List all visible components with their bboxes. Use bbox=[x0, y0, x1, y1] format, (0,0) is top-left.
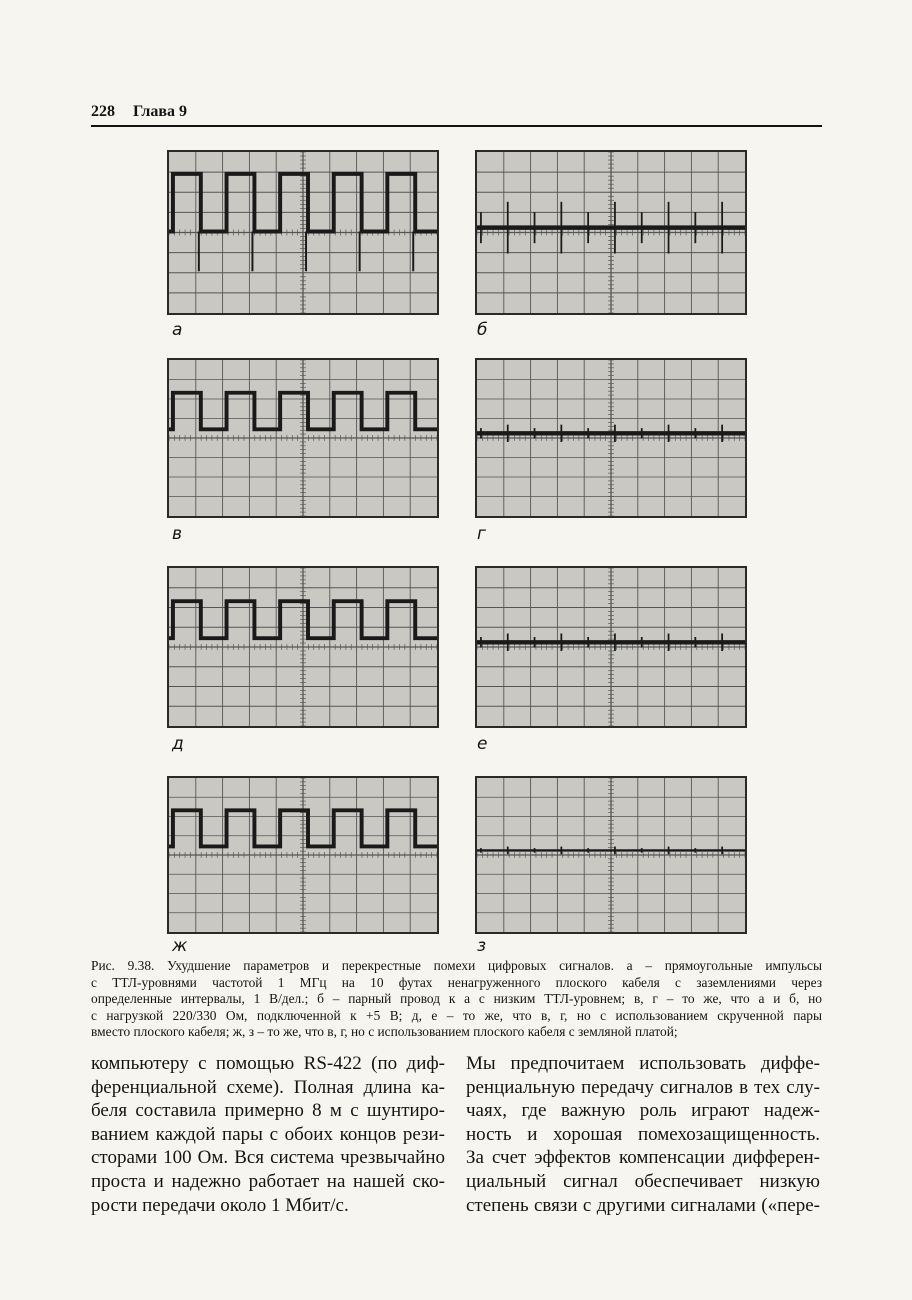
body-line: ность и хорошая помехозащищенность. bbox=[466, 1123, 820, 1145]
oscillogram-zh bbox=[167, 776, 439, 934]
graticule bbox=[169, 778, 437, 932]
oscillogram-b-svg bbox=[477, 152, 745, 313]
body-line: Мы предпочитаем использовать диффе- bbox=[466, 1053, 820, 1074]
body-line: циальный сигнал обеспечивает низкую bbox=[466, 1170, 820, 1192]
oscillogram-e bbox=[475, 566, 747, 728]
oscillogram-b bbox=[475, 150, 747, 315]
graticule bbox=[477, 360, 745, 516]
body-line: компьютеру с помощью RS-422 (по диф- bbox=[91, 1053, 445, 1074]
oscillogram-e-svg bbox=[477, 568, 745, 726]
body-line: беля составила примерно 8 м с шунтиро- bbox=[91, 1100, 445, 1122]
panel-label-b: б bbox=[477, 320, 488, 340]
panel-label-g: г bbox=[477, 524, 486, 544]
caption-line: вместо плоского кабеля; ж, з – то же, что в, г, но с использованием плоского кабеля с земляной платой; bbox=[91, 1024, 678, 1040]
oscillogram-v bbox=[167, 358, 439, 518]
oscillogram-d-svg bbox=[169, 568, 437, 726]
panel-label-z: з bbox=[477, 936, 487, 956]
panel-label-e: е bbox=[477, 734, 488, 754]
body-text-right bbox=[466, 1052, 820, 1217]
body-line: За счет эффектов компенсации дифферен- bbox=[466, 1147, 820, 1169]
page-number: 228 bbox=[91, 103, 115, 120]
oscillogram-zh-svg bbox=[169, 778, 437, 932]
caption-line: с ТТЛ-уровнями частотой 1 МГц на 10 футах ненагруженного плоского кабеля с заземлениями через bbox=[91, 974, 822, 990]
graticule bbox=[477, 778, 745, 932]
body-line: ванием каждой пары с обоих концов рези- bbox=[91, 1123, 445, 1145]
caption-line: с нагрузкой 220/330 Ом, подключенной к +5 В; д, е – то же, что в, г, но с использованием скрученной пары bbox=[91, 1007, 822, 1023]
body-line: ренциальную передачу сигналов в тех слу- bbox=[466, 1076, 820, 1098]
page-header bbox=[91, 103, 822, 127]
graticule bbox=[169, 360, 437, 516]
panel-label-d: д bbox=[172, 734, 184, 754]
panel-label-zh: ж bbox=[172, 936, 188, 956]
figure-caption bbox=[91, 958, 822, 1041]
graticule bbox=[477, 152, 745, 313]
graticule bbox=[477, 568, 745, 726]
body-line: ференциальной схеме). Полная длина ка- bbox=[91, 1076, 445, 1098]
body-line: чаях, где важную роль играют надеж- bbox=[466, 1100, 820, 1122]
body-line: проста и надежно работает на нашей ско- bbox=[91, 1170, 445, 1192]
caption-line: определенные интервалы, 1 В/дел.; б – парный провод к а с низким ТТЛ-уровнем; в, г – то же, что а и б, но bbox=[91, 991, 822, 1007]
oscillogram-a-svg bbox=[169, 152, 437, 313]
body-line: степень связи с другими сигналами («пере- bbox=[466, 1194, 820, 1216]
oscillogram-a bbox=[167, 150, 439, 315]
graticule bbox=[169, 568, 437, 726]
oscillogram-v-svg bbox=[169, 360, 437, 516]
panel-label-v: в bbox=[172, 524, 183, 544]
oscillogram-g bbox=[475, 358, 747, 518]
chapter-title: Глава 9 bbox=[133, 103, 187, 120]
caption-line: Рис. 9.38. Ухудшение параметров и перекрестные помехи цифровых сигналов. а – прямоугольные импульсы bbox=[91, 958, 822, 973]
oscillogram-g-svg bbox=[477, 360, 745, 516]
oscillogram-d bbox=[167, 566, 439, 728]
body-text-left bbox=[91, 1052, 445, 1217]
oscillogram-z bbox=[475, 776, 747, 934]
body-line: рости передачи около 1 Мбит/с. bbox=[91, 1194, 349, 1216]
panel-label-a: а bbox=[172, 320, 183, 340]
oscillogram-z-svg bbox=[477, 778, 745, 932]
body-line: сторами 100 Ом. Вся система чрезвычайно bbox=[91, 1147, 445, 1169]
